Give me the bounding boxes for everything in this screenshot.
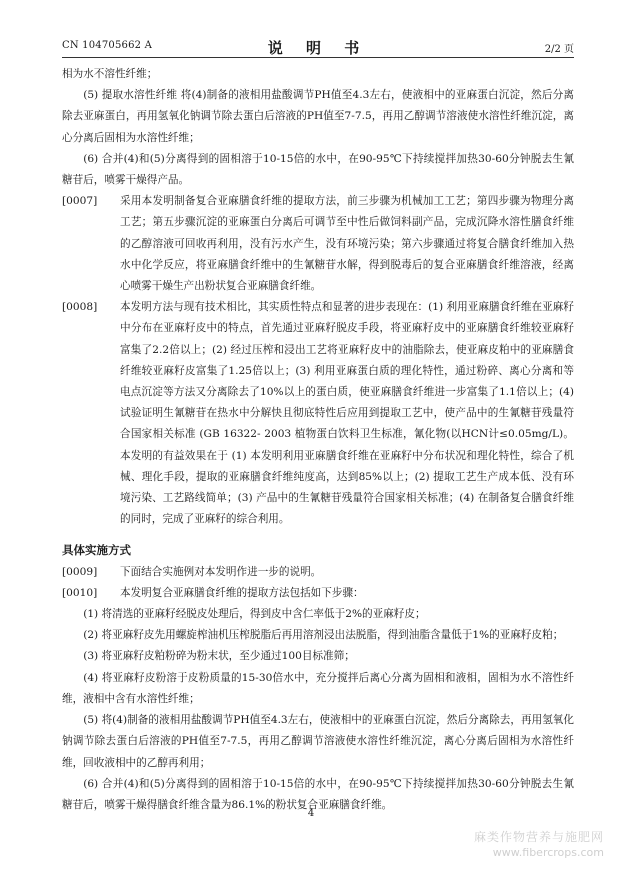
paragraph-0008: [62, 297, 574, 530]
paragraph-text: (5) 提取水溶性纤维 将(4)制备的液相用盐酸调节PH值至4.3左右，使液相中的亚麻蛋白沉淀，然后分离除去亚麻蛋白，再用氢氧化钠调节除去蛋白后溶液的PH值至7-7.5，再用乙醇调节溶液使水溶性纤维沉淀，离心分离后固相为水溶性纤维；: [62, 89, 574, 144]
document-number: CN 104705662 A: [62, 40, 153, 51]
section-heading: 具体实施方式: [62, 543, 131, 558]
paragraph-text: 下面结合实施例对本发明作进一步的说明。: [120, 565, 322, 578]
paragraph-step-4: [62, 668, 574, 710]
paragraph-text: (1) 将清选的亚麻籽经脱皮处理后，得到皮中含仁率低于2%的亚麻籽皮；: [83, 608, 426, 621]
paragraph-text: (2) 将亚麻籽皮先用螺旋榨油机压榨脱脂后再用溶剂浸出法脱脂，得到油脂含量低于1%的亚麻籽皮粕；: [83, 629, 564, 642]
watermark-site-name: 麻类作物营养与施肥网: [473, 830, 604, 844]
paragraph-text: (4) 将亚麻籽皮粉溶于皮粉质量的15-30倍水中，充分搅拌后离心分离为固相和液相，固相为水不溶性纤维，液相中含有水溶性纤维；: [62, 671, 574, 705]
paragraph-text: 采用本发明制备复合亚麻膳食纤维的提取方法，前三步骤为机械加工工艺；第四步骤为物理分离工艺；第五步骤沉淀的亚麻蛋白分离后可调节至中性后做饲料副产品，完成沉降水溶性膳食纤维的乙醇溶液可回收再利用，没有污水产生，没有环境污染；第六步骤通过将复合膳食纤维加入热水中化学反应，将亚麻膳食纤维中的生氰糖苷水解，得到脱毒后的复合亚麻膳食纤维溶液，经离心喷雾干燥生产出粉状复合亚麻膳食纤维。: [120, 195, 574, 293]
paragraph-0010: [62, 583, 574, 604]
document-title: 说 明 书: [267, 39, 369, 57]
paragraph-number: [0010]: [62, 586, 98, 599]
paragraph-text: (6) 合并(4)和(5)分离得到的固相溶于10-15倍的水中，在90-95℃下持续搅拌加热30-60分钟脱去生氰糖苷后，喷雾干燥得产品。: [62, 152, 574, 187]
watermark-url: www.fibercrops.com: [492, 846, 604, 859]
page-count: 2/2 页: [544, 44, 574, 55]
paragraph-number: [0007]: [62, 195, 98, 208]
paragraph-0007: [62, 191, 574, 297]
paragraph-text: (3) 将亚麻籽皮粕粉碎为粉末状，至少通过100目标准筛；: [83, 650, 355, 663]
paragraph-number: [0008]: [62, 301, 98, 314]
document-body: [62, 64, 574, 816]
paragraph-step-5: [62, 85, 574, 149]
paragraph-text: (6) 合并(4)和(5)分离得到的固相溶于10-15倍的水中，在90-95℃下持续搅拌加热30-60分钟脱去生氰糖苷后，喷雾干燥得膳食纤维含量为86.1%的粉状复合亚麻膳食纤维。: [62, 777, 574, 811]
paragraph-step-6: [62, 149, 574, 191]
watermark: [474, 829, 604, 861]
paragraph-step-1: [62, 604, 574, 625]
paragraph-step-2: [62, 625, 574, 646]
paragraph-step-3: [62, 646, 574, 667]
page-number: 4: [307, 808, 315, 819]
paragraph-step-5: [62, 710, 574, 774]
paragraph-0009: [62, 562, 574, 583]
paragraph-text: 本发明方法与现有技术相比，其实质性特点和显著的进步表现在：(1) 利用亚麻膳食纤维在亚麻籽中分布在亚麻籽皮中的特点，首先通过亚麻籽脱皮手段，将亚麻籽皮中的亚麻膳食纤维较亚麻籽富集了2.2倍以上；(2) 经过压榨和浸出工艺将亚麻籽皮中的油脂除去，使亚麻皮粕中的亚麻膳食纤维较亚麻籽皮富集了1.25倍以上；(3) 利用亚麻蛋白质的理化特性，通过粉碎、离心分离和等电点沉淀等方法又分离除去了10%以上的蛋白质，使亚麻膳食纤维进一步富集了1.1倍以上；(4) 试验证明生氰糖苷在热水中分解快且彻底特性后应用到提取工艺中，使产品中的生氰糖苷残量符合国家相关标准 (GB 16322- 2003 植物蛋白饮料卫生标准，氰化物(以HCN计≤0.05mg/L)。本发明的有益效果在于 (1) 本发明利用亚麻膳食纤维在亚麻籽中分布状况和理化特性，综合了机械、理化手段，提取的亚麻膳食纤维纯度高，达到85%以上；(2) 提取工艺生产成本低、没有环境污染、工艺路线简单；(3) 产品中的生氰糖苷残量符合国家相关标准；(4) 在制备复合膳食纤维的同时，完成了亚麻籽的综合利用。: [120, 301, 574, 526]
paragraph-number: [0009]: [62, 565, 98, 578]
paragraph-text: (5) 将(4)制备的液相用盐酸调节PH值至4.3左右，使液相中的亚麻蛋白沉淀，然后分离除去，再用氢氧化钠调节除去蛋白后溶液的PH值至7-7.5，再用乙醇调节溶液使水溶性纤维沉淀，离心分离后固相为水溶性纤维，回收液相中的乙醇再利用；: [62, 714, 574, 769]
paragraph-text: 本发明复合亚麻膳食纤维的提取方法包括如下步骤：: [120, 586, 364, 599]
page-header: [62, 37, 574, 58]
paragraph-continuation: [62, 64, 574, 85]
paragraph-text: 相为水不溶性纤维；: [62, 68, 158, 80]
